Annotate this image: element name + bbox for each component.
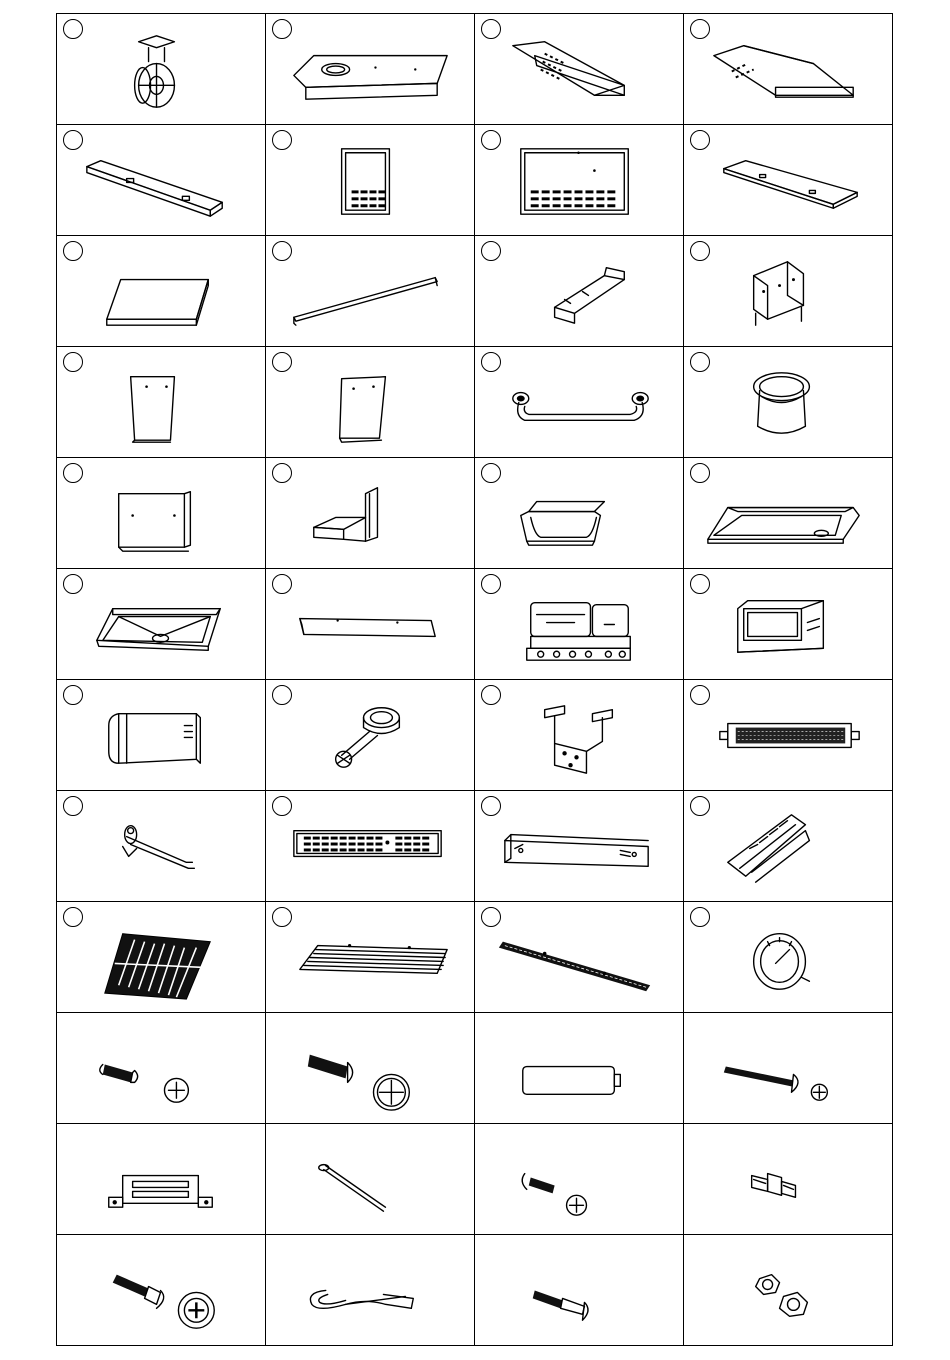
grill-head-assembly-icon — [475, 569, 683, 679]
part-cell — [266, 680, 475, 791]
part-cell — [475, 902, 684, 1013]
tank-mount-bracket-icon — [684, 236, 892, 346]
cart-bottom-frame-icon — [266, 14, 474, 124]
ignition-electrode-icon — [57, 791, 265, 901]
front-panel-icon — [57, 458, 265, 568]
part-cell — [475, 236, 684, 347]
part-cell — [57, 14, 266, 125]
part-cell — [475, 1124, 684, 1235]
rear-cross-frame-icon — [57, 125, 265, 235]
shoulder-bolt-icon — [475, 1235, 683, 1345]
part-cell — [684, 458, 893, 569]
part-cell — [684, 1124, 893, 1235]
aa-battery-icon — [475, 1013, 683, 1123]
side-burner-icon — [266, 680, 474, 790]
part-cell — [475, 347, 684, 458]
burner-bracket-icon — [475, 680, 683, 790]
bottom-shelf-icon — [684, 125, 892, 235]
vented-control-panel-icon — [266, 791, 474, 901]
grease-cup-tray-icon — [475, 458, 683, 568]
part-cell — [266, 1124, 475, 1235]
thermometer-gauge-icon — [684, 902, 892, 1012]
gas-connector-fitting-icon — [684, 1124, 892, 1234]
door-magnet-icon — [57, 1124, 265, 1234]
caster-wheel-icon — [57, 14, 265, 124]
part-cell — [266, 458, 475, 569]
side-burner-lid-icon — [57, 680, 265, 790]
infrared-burner-icon — [684, 680, 892, 790]
side-burner-box-icon — [684, 569, 892, 679]
large-vented-back-panel-icon — [475, 125, 683, 235]
parts-grid — [56, 13, 893, 1346]
left-side-rail-icon — [475, 14, 683, 124]
part-cell — [475, 791, 684, 902]
part-cell — [684, 1235, 893, 1346]
part-cell — [57, 1013, 266, 1124]
part-cell — [684, 902, 893, 1013]
part-cell — [57, 680, 266, 791]
r-clip-icon — [266, 1235, 474, 1345]
large-truss-head-bolt-icon — [266, 1013, 474, 1123]
part-cell — [475, 458, 684, 569]
long-machine-screw-icon — [684, 1013, 892, 1123]
left-door-icon — [57, 347, 265, 457]
long-warming-rack-icon — [475, 902, 683, 1012]
part-cell — [266, 1235, 475, 1346]
part-cell — [57, 569, 266, 680]
steel-pin-icon — [266, 1124, 474, 1234]
part-cell — [57, 347, 266, 458]
part-cell — [57, 791, 266, 902]
part-cell — [266, 14, 475, 125]
part-cell — [684, 1013, 893, 1124]
part-cell — [684, 236, 893, 347]
part-cell — [684, 347, 893, 458]
support-bar-icon — [266, 236, 474, 346]
part-cell — [475, 1013, 684, 1124]
part-cell — [475, 125, 684, 236]
long-grease-tray-icon — [684, 458, 892, 568]
part-cell — [475, 680, 684, 791]
heat-shield-strip-icon — [266, 569, 474, 679]
part-cell — [266, 125, 475, 236]
flange-bolt-icon — [57, 1235, 265, 1345]
part-cell — [684, 791, 893, 902]
short-pan-head-screw-icon — [475, 1124, 683, 1234]
part-cell — [266, 347, 475, 458]
door-handle-icon — [475, 347, 683, 457]
hex-nuts-icon — [684, 1235, 892, 1345]
part-cell — [475, 569, 684, 680]
small-vented-door-panel-icon — [266, 125, 474, 235]
part-cell — [475, 14, 684, 125]
right-door-icon — [266, 347, 474, 457]
part-cell — [684, 125, 893, 236]
right-side-rail-icon — [684, 14, 892, 124]
part-cell — [57, 125, 266, 236]
part-cell — [57, 1235, 266, 1346]
part-cell — [266, 791, 475, 902]
rear-rail-bracket-icon — [475, 791, 683, 901]
part-cell — [57, 236, 266, 347]
part-cell — [684, 569, 893, 680]
side-shelf-board-icon — [57, 236, 265, 346]
hinge-bracket-icon — [475, 236, 683, 346]
part-cell — [57, 902, 266, 1013]
part-cell — [57, 458, 266, 569]
part-cell — [57, 1124, 266, 1235]
warming-rack-icon — [266, 902, 474, 1012]
flame-tamer-icon — [684, 791, 892, 901]
tank-ring-icon — [684, 347, 892, 457]
cooking-grate-icon — [57, 902, 265, 1012]
short-grease-tray-icon — [57, 569, 265, 679]
truss-head-bolt-icon — [57, 1013, 265, 1123]
part-cell — [266, 1013, 475, 1124]
part-cell — [475, 1235, 684, 1346]
part-cell — [266, 569, 475, 680]
side-burner-bracket-icon — [266, 458, 474, 568]
part-cell — [684, 14, 893, 125]
part-cell — [266, 236, 475, 347]
part-cell — [684, 680, 893, 791]
part-cell — [266, 902, 475, 1013]
